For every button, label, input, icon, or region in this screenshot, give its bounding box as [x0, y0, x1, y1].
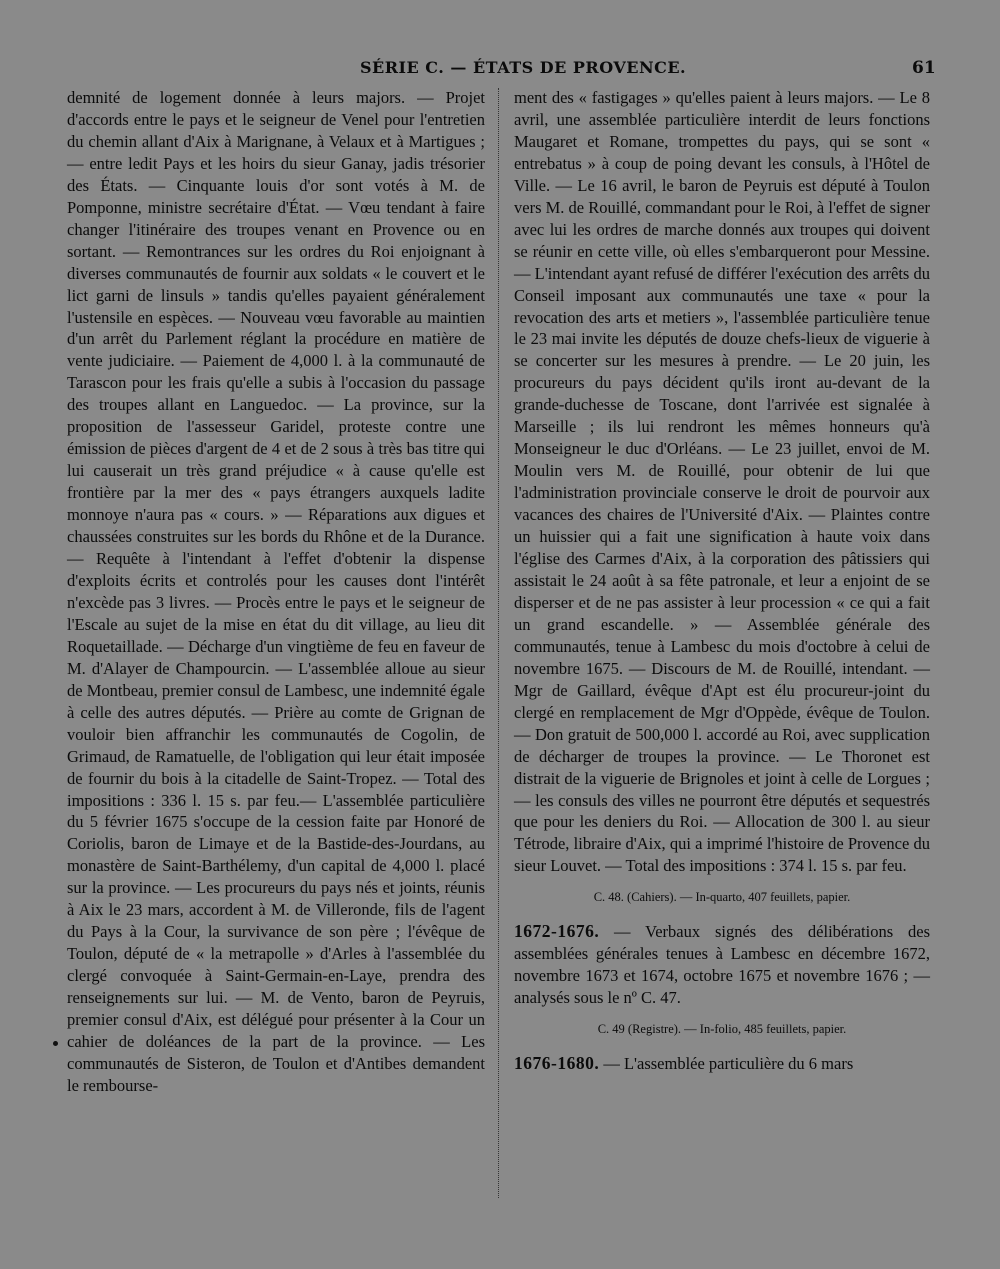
right-column-text: ment des « fastigages » qu'elles paient à leurs majors. — Le 8 avril, une assemblée particulière interdit de leurs fonctions Maugaret et Romane, trompettes du pays, qui se sont « entrebatus » à coup de poing devant les consuls, à l'Hôtel de Ville. — Le 16 avril, le baron de Peyruis est député à Toulon vers M. de Rouillé, commandant pour le Roi, à l'effet de signer avec lui les ordres de marche donnés aux troupes qui doivent se réunir en cette ville, où elles s'embarqueront pour Messine. — L'intendant ayant refusé de différer l'exécution des arrêts du Conseil imposant aux communautés une taxe « pour la revocation des arts et metiers », l'assemblée particulière tenue le 23 mai invite les députés de douze chefs-lieux de viguerie à se concerter sur les mesures à prendre. — Le 20 juin, les procureurs du pays décident qu'ils iront au-devant de la grande-duchesse de Toscane, dont l'arrivée est signalée à Marseille ; ils lui rendront les mêmes honneurs qu'à Monseigneur le duc d'Orléans. — Le 23 juillet, envoi de M. Moulin vers M. de Rouillé, pour obtenir de lui que l'administration provinciale conserve le droit de pourvoir aux vacances des chaires de l'Université d'Aix. — Plaintes contre un huissier qui a fait une signification à haute voix dans l'église des Carmes d'Aix, à la corporation des pâtissiers qui assistait le 24 août à sa fête patronale, et leur a enjoint de se disperser et de ne pas assister à leur procession « ce qui a fait un grand escandelle. » — Assemblée générale des communautés, tenue à Lambesc du mois d'octobre à celui de novembre 1675. — Discours de M. de Rouillé, intendant. — Mgr de Gaillard, évêque d'Apt est élu procureur-joint du clergé en remplacement de Mgr d'Oppède, évêque de Toulon. — Don gratuit de 500,000 l. accordé au Roi, avec supplication de décharger de troupes la province. — Le Thoronet est distrait de la viguerie de Brignoles et joint à celle de Lorgues ; — les consuls des villes ne pourront être députés et sequestrés que pour les deniers du Roi. — Allocation de 300 l. au sieur Tétrode, libraire d'Aix, qui a imprimé l'histoire de Provence du sieur Louvet. — Total des impositions : 374 l. 15 s. par feu.: [514, 88, 930, 876]
right-column: [514, 87, 930, 1075]
entry-text: — L'assemblée particulière du 6 mars: [599, 1054, 854, 1074]
left-column-text: demnité de logement donnée à leurs majors. — Projet d'accords entre le pays et le seigneur de Venel pour l'entretien du chemin allant d'Aix à Marignane, à Velaux et à Martigues ; — entre ledit Pays et les hoirs du sieur Ganay, jadis trésorier des États. — Cinquante louis d'or sont votés à M. de Pomponne, ministre secrétaire d'État. — Vœu tendant à faire changer l'itinéraire des troupes venant en Provence ou en sortant. — Remontrances sur les ordres du Roi enjoignant à diverses communautés de fournir aux soldats « le couvert et le lict garni de linsuls » tandis qu'elles payaient généralement l'ustensile en espèces. — Nouveau vœu favorable au maintien d'un arrêt du Parlement réglant la procédure en matière de vente judiciaire. — Paiement de 4,000 l. à la communauté de Tarascon pour les frais qu'elle a subis à l'occasion du passage des troupes allant en Languedoc. — La province, sur la proposition de l'assesseur Garidel, proteste contre une émission de pièces d'argent de 4 et de 2 sous à très bas titre qui lui causerait un très grand préjudice « à cause qu'elle est frontière par la mer des « pays étrangers auxquels ladite monnoye n'aura pas « cours. » — Réparations aux digues et chaussées construites sur les bords du Rhône et de la Durance. — Requête à l'intendant à l'effet d'obtenir la dispense d'exploits écrits et controlés pour les causes dont l'intérêt n'excède pas 3 livres. — Procès entre le pays et le seigneur de l'Escale au sujet de la mise en état du dit village, au lieu dit Roquetaillade. — Décharge d'un vingtième de feu en faveur de M. d'Alayer de Champourcin. — L'assemblée alloue au sieur de Montbeau, premier consul de Lambesc, une indemnité égale à celle des autres députés. — Prière au comte de Grignan de vouloir bien affranchir les communautés de Cogolin, de Grimaud, de Ramatuelle, de l'obligation qui leur était imposée de fournir du bois à la citadelle de Saint-Tropez. — Total des impositions : 336 l. 15 s. par feu.— L'assemblée particulière du 5 février 1675 s'occupe de la cession faite par Honoré de Coriolis, baron de Limaye et de la Bastide-des-Jourdans, au monastère de Saint-Barthélemy, d'un capital de 4,000 l. placé sur la province. — Les procureurs du pays nés et joints, réunis à Aix le 23 mars, accordent à M. de Villeronde, fils de l'agent du Pays à la Cour, la survivance de son père ; l'évêque de Toulon, député de « la metrapolle » d'Arles à l'assemblée du clergé convoquée à Saint-Germain-en-Laye, prendra des renseignements sur lui. — M. de Vento, baron de Peyruis, premier consul d'Aix, est délégué pour présenter à la Cour un cahier de doléances de la part de la province. — Les communautés de Sisteron, de Toulon et d'Antibes demandent le rembourse-: [67, 88, 485, 1095]
archive-reference-c49: C. 49 (Registre). — In-folio, 485 feuillets, papier.: [597, 1022, 847, 1037]
entry-1672-1676: [514, 921, 930, 1009]
entry-text: — Verbaux signés des délibérations des assemblées générales tenues à Lambesc en décembre 1672, novembre 1673 et 1674, octobre 1675 et novembre 1676 ; — analysés sous le nº C. 47.: [514, 922, 930, 1008]
page-number: 61: [912, 58, 936, 78]
running-head: [0, 58, 1000, 80]
ink-speck: [53, 1041, 58, 1046]
column-divider: [498, 88, 500, 1198]
entry-1676-1680: [514, 1053, 930, 1075]
archive-reference-c48: C. 48. (Cahiers). — In-quarto, 407 feuillets, papier.: [593, 890, 851, 905]
entry-date: 1672-1676.: [514, 921, 600, 942]
entry-date: 1676-1680.: [514, 1053, 600, 1074]
page-header-title: SÉRIE C. — ÉTATS DE PROVENCE.: [360, 58, 687, 77]
left-column: [67, 87, 485, 1097]
